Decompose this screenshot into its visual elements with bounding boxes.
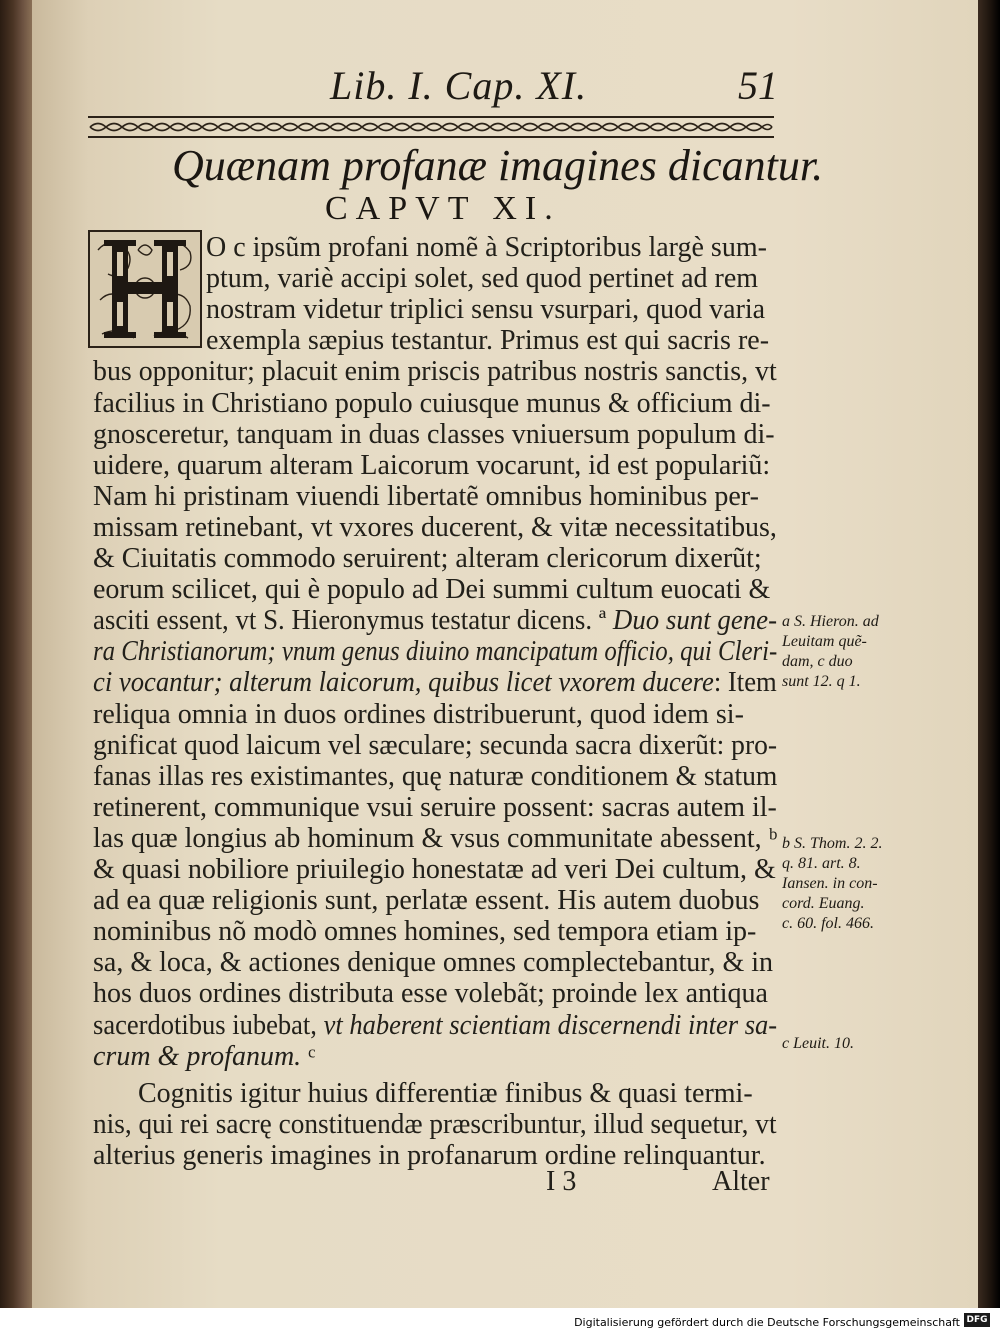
text-span: ad ea quæ religionis sunt, perlatæ essent. His autem duobus (93, 885, 760, 917)
margin-note-line: b S. Thom. 2. 2. (782, 835, 883, 852)
margin-note-b (782, 834, 882, 934)
text-line (206, 294, 777, 326)
ornamental-rule (88, 114, 774, 140)
text-line (93, 1041, 777, 1073)
text-line (93, 854, 777, 886)
text-line (93, 450, 777, 482)
text-span: missam retinebant, vt vxores ducerent, & vitæ necessitatibus, (93, 511, 777, 543)
page-number: 51 (738, 63, 778, 108)
margin-note-line: a S. Hieron. ad (782, 613, 879, 630)
margin-note-line: Iansen. in con- (782, 875, 878, 892)
text-span: hos duos ordines distributa esse volebãt; proinde lex antiqua (93, 978, 768, 1010)
text-span: asciti essent, vt S. Hieronymus testatur dicens. ª (93, 605, 613, 637)
text-span: nominibus nõ modò omnes homines, sed tempora etiam ip- (93, 916, 757, 948)
text-span: Nam hi pristinam viuendi libertatẽ omnibus hominibus per- (93, 480, 759, 512)
text-line (138, 1078, 777, 1110)
text-line (206, 232, 777, 264)
text-span: Duo sunt gene- (612, 605, 778, 637)
text-span: gnosceretur, tanquam in duas classes vniuersum populum di- (93, 418, 775, 450)
running-header (330, 62, 800, 112)
text-span: nostram videtur triplici sensu vsurpari, quod varia (206, 294, 766, 326)
book-spine (0, 0, 32, 1308)
margin-note-line: Leuitam quẽ- (782, 633, 867, 650)
catchword: Alter (712, 1166, 770, 1197)
dfg-logo: DFG (964, 1313, 990, 1327)
margin-note-a (782, 612, 879, 692)
text-line (93, 481, 777, 513)
text-span: ra Christianorum; vnum genus diuino mancipatum officio, qui Cleri- (93, 636, 778, 668)
text-span: gnificat quod laicum vel sæculare; secunda sacra dixerũt: pro- (93, 729, 778, 761)
text-span: nis, qui rei sacrę constituendæ præscribuntur, illud sequetur, vt (93, 1108, 777, 1140)
text-span: bus opponitur; placuit enim priscis patribus nostris sanctis, vt (93, 356, 777, 388)
text-line (206, 263, 777, 295)
text-line (93, 760, 778, 793)
text-span: & quasi nobiliore priuilegio honestatæ ad veri Dei cultum, & (93, 854, 776, 885)
text-line (93, 356, 777, 388)
margin-note-c (782, 1034, 854, 1054)
page-edge-shadow (978, 0, 1000, 1308)
margin-note-line: q. 81. art. 8. (782, 855, 861, 872)
text-line (93, 543, 777, 575)
text-line (206, 325, 777, 357)
text-line (93, 729, 778, 762)
text-span: eorum scilicet, qui è populo ad Dei summi cultum euocati & (93, 574, 771, 606)
margin-note-line: c. 60. fol. 466. (782, 915, 874, 932)
text-line (93, 885, 777, 917)
decorated-initial-h (88, 230, 202, 348)
text-line (93, 512, 775, 544)
text-line (93, 1108, 777, 1141)
digitization-note: Digitalisierung gefördert durch die Deutsche Forschungsgemeinschaft (574, 1316, 960, 1329)
text-span: ci vocantur; alterum laicorum, quibus licet vxorem ducere (93, 667, 714, 699)
text-line (93, 574, 777, 606)
text-span: sa, & loca, & actiones denique omnes complectebantur, & in (93, 947, 774, 979)
text-line (93, 699, 777, 731)
text-line (93, 947, 777, 979)
text-span: crum & profanum. (93, 1040, 302, 1072)
text-span: & Ciuitatis commodo seruirent; alteram clericorum dixerũt; (93, 543, 762, 574)
text-line (93, 978, 777, 1010)
text-line (93, 1140, 777, 1172)
text-line (93, 823, 776, 855)
text-line (93, 419, 777, 451)
signature-mark: I 3 (546, 1166, 577, 1197)
text-span: Cognitis igitur huius differentiæ finibus & quasi termi- (138, 1077, 753, 1109)
margin-note-line: dam, c duo (782, 653, 853, 670)
text-span: uidere, quarum alteram Laicorum vocarunt, id est populariũ: (93, 449, 771, 481)
text-span: ᶜ (301, 1040, 316, 1072)
text-line (93, 916, 777, 948)
chapter-title: Quænam profanæ imagines dicantur. (172, 141, 824, 190)
text-line (93, 388, 777, 420)
text-span: sacerdotibus iubebat, (93, 1009, 324, 1041)
text-span: alterius generis imagines in profanarum ordine relinquantur. (93, 1139, 766, 1171)
text-span: exempla sæpius testantur. Primus est qui sacris re- (206, 325, 770, 357)
margin-note-line: c Leuit. 10. (782, 1035, 854, 1052)
text-span: las quæ longius ab hominum & vsus communitate abessent, ᵇ (93, 822, 778, 854)
text-span: O c ipsũm profani nomẽ à Scriptoribus largè sum- (206, 232, 767, 263)
text-line (93, 667, 777, 699)
text-span: facilius in Christiano populo cuiusque munus & officium di- (93, 387, 771, 419)
text-line (93, 636, 778, 668)
text-line (93, 792, 775, 824)
text-span: reliqua omnia in duos ordines distribuerunt, quod idem si- (93, 698, 744, 730)
text-span: : Item (713, 667, 777, 699)
text-span: vt haberent scientiam discernendi inter sa- (323, 1009, 778, 1041)
text-span: retinerent, communique vsui seruire possent: sacras autem il- (93, 791, 777, 823)
chapter-heading: CAPVT XI. (325, 190, 561, 227)
text-span: ptum, variè accipi solet, sed quod pertinet ad rem (206, 263, 759, 295)
text-line (93, 605, 778, 637)
text-span: fanas illas res existimantes, quę naturæ conditionem & statum (93, 760, 778, 792)
running-title: Lib. I. Cap. XI. (330, 63, 588, 108)
margin-note-line: sunt 12. q 1. (782, 673, 861, 690)
text-line (93, 1009, 778, 1042)
margin-note-line: cord. Euang. (782, 895, 865, 912)
